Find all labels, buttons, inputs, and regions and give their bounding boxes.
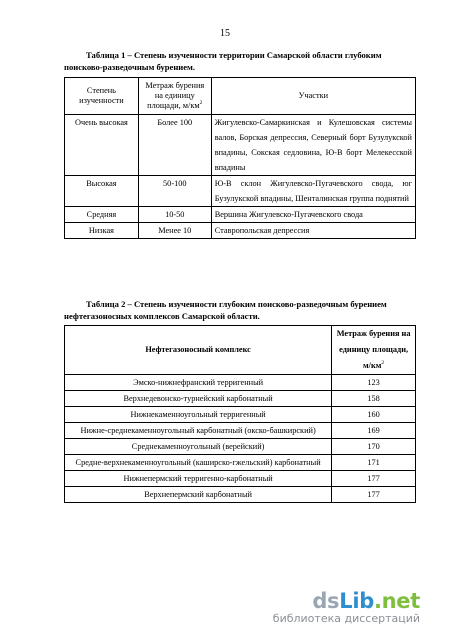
table-row — [65, 423, 416, 439]
table1-cell-degree: Очень высокая — [65, 115, 139, 176]
table1 — [64, 77, 416, 239]
table-row — [65, 391, 416, 407]
table2-cell-value: 123 — [332, 375, 416, 391]
table2-cell-value: 177 — [332, 487, 416, 503]
watermark-subtitle: библиотека диссертаций — [272, 612, 420, 625]
table2-cell-complex: Нижне-среднекаменноугольный карбонатный (окско-башкирский) — [65, 423, 332, 439]
table1-cell-meterage: 10-50 — [138, 207, 211, 223]
watermark — [273, 590, 420, 625]
table2-cell-value: 169 — [332, 423, 416, 439]
table1-cell-areas: Ю-В склон Жигулевско-Пугачевского свода, юг Бузулукской впадины, Шенталинская группа поднятий — [211, 176, 415, 207]
table2-cell-value: 160 — [332, 407, 416, 423]
table2-cell-complex: Среднекаменноугольный (верейский) — [65, 439, 332, 455]
table1-cell-areas: Ставропольская депрессия — [211, 223, 415, 239]
table-row — [65, 407, 416, 423]
table1-header-meterage: Метраж бурения на единицу площади, $м/км^2$ — [138, 78, 211, 115]
table1-cell-areas: Вершина Жигулевско-Пугачевского свода — [211, 207, 415, 223]
table-row — [65, 375, 416, 391]
table1-header-degree: Степень изученности — [65, 78, 139, 115]
table2-header-meterage: Метраж бурения на единицу площади, $м/км^2$ — [332, 326, 416, 375]
table1-header-row — [65, 78, 416, 115]
table2-cell-complex: Верхнепермский карбонатный — [65, 487, 332, 503]
table2-cell-value: 171 — [332, 455, 416, 471]
table2-cell-value: 177 — [332, 471, 416, 487]
table2-header-complex: Нефтегазоносный комплекс — [65, 326, 332, 375]
table1-cell-areas: Жигулевско-Самаркинская и Кулешовская системы валов, Борская депрессия, Северный борт Бузулукской впадины, Сокская седловина, Ю-В борт Мелекесской впадины — [211, 115, 415, 176]
table2-cell-complex: Верхнедевонско-турнейский карбонатный — [65, 391, 332, 407]
table1-header-areas: Участки — [211, 78, 415, 115]
table2-caption: Таблица 2 – Степень изученности глубоким поисково-разведочным бурением нефтегазоносных комплексов Самарской области. — [64, 299, 387, 321]
page-number: 15 — [220, 28, 230, 39]
table1-cell-degree: Высокая — [65, 176, 139, 207]
watermark-logo[interactable]: dsLib.net — [312, 589, 420, 613]
table2-cell-value: 158 — [332, 391, 416, 407]
table2-cell-value: 170 — [332, 439, 416, 455]
table1-cell-meterage: Более 100 — [138, 115, 211, 176]
table-row — [65, 439, 416, 455]
table1-cell-degree: Средняя — [65, 207, 139, 223]
table2-cell-complex: Нижнекаменноугольный терригенный — [65, 407, 332, 423]
table2-cell-complex: Эмско-нижнефранский терригенный — [65, 375, 332, 391]
table-row — [65, 207, 416, 223]
table2-cell-complex: Средне-верхнекаменноугольный (каширско-гжельский) карбонатный — [65, 455, 332, 471]
table2 — [64, 325, 416, 503]
table-row — [65, 471, 416, 487]
table1-caption: Таблица 1 – Степень изученности территории Самарской области глубоким поисково-разведочным бурением. — [64, 50, 382, 72]
table-row — [65, 455, 416, 471]
table1-cell-meterage: Менее 10 — [138, 223, 211, 239]
table-row — [65, 223, 416, 239]
table-row — [65, 115, 416, 176]
table2-header-row — [65, 326, 416, 375]
table-row — [65, 176, 416, 207]
table-row — [65, 487, 416, 503]
table1-cell-meterage: 50-100 — [138, 176, 211, 207]
table2-cell-complex: Нижнепермский терригенно-карбонатный — [65, 471, 332, 487]
table1-cell-degree: Низкая — [65, 223, 139, 239]
